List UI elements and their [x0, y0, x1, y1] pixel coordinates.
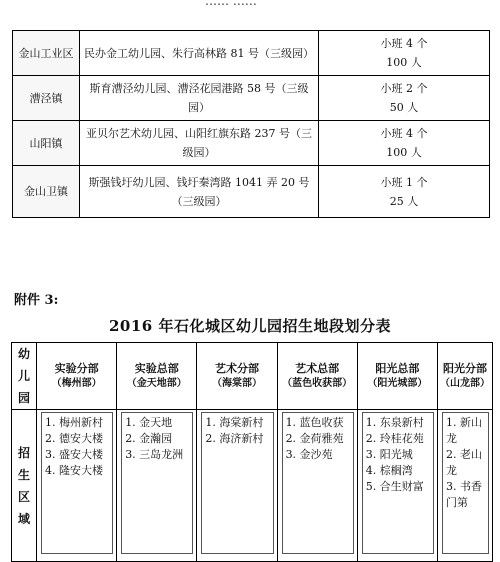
corner-label: 幼 儿 园	[12, 343, 37, 410]
table-row	[13, 31, 490, 76]
list-item: 4. 棕榈湾	[365, 464, 413, 477]
people-count: 25 人	[389, 194, 419, 208]
district-cell	[37, 410, 117, 562]
district-list	[41, 412, 113, 554]
list-item: 5. 合生财富	[365, 480, 424, 493]
district-list	[442, 412, 489, 554]
header-row	[12, 343, 493, 410]
list-item: 3. 金沙苑	[285, 448, 333, 461]
list-item: 3. 三岛龙洲	[125, 448, 184, 461]
attachment-label: 附件 3:	[14, 293, 59, 308]
column-header: 实验总部 （金天地部）	[117, 343, 197, 410]
district-cell	[438, 410, 493, 562]
people-count: 50 人	[389, 101, 419, 114]
table-row	[13, 76, 490, 121]
district-cell	[117, 410, 197, 562]
list-item: 2. 海济新村	[205, 432, 264, 445]
class-count: 小班 4 个	[380, 127, 428, 140]
class-count: 小班 2 个	[380, 82, 428, 95]
people-count: 100 人	[386, 146, 422, 159]
district-list	[282, 412, 354, 554]
list-item: 1. 新山龙	[446, 416, 482, 445]
column-header: 艺术分部 （海棠部）	[197, 343, 277, 410]
list-item: 4. 隆安大楼	[45, 464, 103, 477]
district-list	[362, 412, 434, 554]
list-item: 1. 海棠新村	[205, 416, 264, 429]
class-count: 小班 1 个	[380, 175, 428, 189]
list-item: 1. 蓝色收获	[285, 416, 344, 429]
district-cell	[277, 410, 357, 562]
district-list	[121, 412, 193, 554]
list-item: 1. 梅州新村	[45, 416, 103, 429]
area-cell: 山阳镇	[13, 121, 80, 166]
school-cell: 民办金工幼儿园、朱行高林路 81 号（三级园）	[80, 31, 319, 76]
table-row	[13, 166, 490, 218]
table-row	[12, 410, 493, 562]
list-item: 2. 老山龙	[446, 448, 482, 477]
school-cell: 亚贝尔艺术幼儿园、山阳红旗东路 237 号（三级园）	[80, 121, 319, 166]
row-label: 招 生 区 域	[12, 410, 37, 562]
district-table	[11, 342, 493, 562]
quota-cell	[319, 121, 490, 166]
column-header: 阳光总部 （阳光城部）	[357, 343, 437, 410]
page-title: 2016 年石化城区幼儿园招生地段划分表	[109, 317, 391, 335]
school-cell: 斯育漕泾幼儿园、漕泾花园港路 58 号（三级园）	[80, 76, 319, 121]
table-row	[13, 121, 490, 166]
list-item: 3. 阳光城	[365, 448, 413, 461]
list-item: 2. 德安大楼	[45, 432, 103, 445]
people-count: 100 人	[386, 56, 422, 69]
list-item: 2. 金荷雅苑	[285, 432, 344, 445]
district-cell	[357, 410, 437, 562]
quota-cell	[319, 166, 490, 218]
quota-table	[12, 30, 490, 218]
district-cell	[197, 410, 277, 562]
cut-off-header: …… ……	[205, 0, 257, 8]
list-item: 3. 书香门第	[446, 480, 482, 509]
class-count: 小班 4 个	[380, 37, 428, 50]
column-header: 实验分部 （梅州部）	[37, 343, 117, 410]
column-header: 艺术总部 （蓝色收获部）	[277, 343, 357, 410]
school-cell: 斯强钱圩幼儿园、钱圩秦湾路 1041 弄 20 号（三级园）	[80, 166, 319, 218]
district-list	[201, 412, 273, 554]
list-item: 1. 金天地	[125, 416, 173, 429]
list-item: 2. 金瀚园	[125, 432, 173, 445]
area-cell: 金山工业区	[13, 31, 80, 76]
area-cell: 金山卫镇	[13, 166, 80, 218]
area-cell: 漕泾镇	[13, 76, 80, 121]
list-item: 1. 东泉新村	[365, 416, 424, 429]
list-item: 3. 盛安大楼	[45, 448, 103, 461]
quota-cell	[319, 76, 490, 121]
column-header: 阳光分部 （山龙部）	[438, 343, 493, 410]
quota-cell	[319, 31, 490, 76]
list-item: 2. 玲桂花苑	[365, 432, 424, 445]
